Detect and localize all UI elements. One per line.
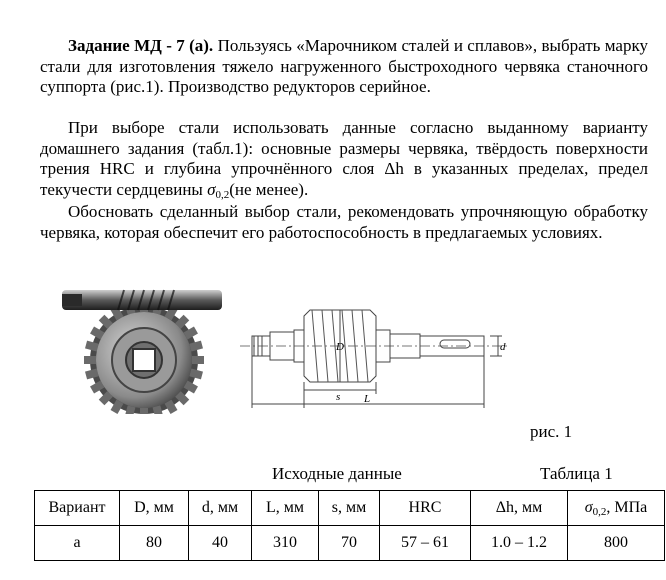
sigma-subscript: 0,2 xyxy=(215,188,230,201)
figure-caption: рис. 1 xyxy=(530,422,573,441)
cell-sigma: 800 xyxy=(568,526,665,561)
cell-variant: а xyxy=(35,526,120,561)
header-dh: Δh, мм xyxy=(471,491,568,526)
cell-D: 80 xyxy=(120,526,189,561)
task-text-1: Пользуясь «Марочником сталей и сплавов», выбрать марку стали для изготовления тяжело нагруженного быстроходного червяка станочного суппорта (рис.1). Производство редукторов серийное. xyxy=(40,36,648,96)
worm-gear-photo xyxy=(62,282,222,414)
header-sigma xyxy=(568,491,665,526)
cell-s: 70 xyxy=(319,526,380,561)
table-number: Таблица 1 xyxy=(540,464,613,483)
task-text-2-end: (не менее). xyxy=(229,179,309,199)
header-sigma-symbol: σ xyxy=(584,498,593,516)
worm-drawing xyxy=(240,296,510,412)
data-table xyxy=(34,490,665,561)
header-L: L, мм xyxy=(252,491,319,526)
dim-s-label: s xyxy=(336,391,341,403)
task-text-2: При выборе стали использовать данные согласно выданному варианту домашнего задания (табл.1): основные размеры червяка, твёрдость поверхности трения HRC и глубина упрочнённого слоя Δh в указанных пределах, предел текучести сердцевины xyxy=(40,118,648,199)
table-header-row xyxy=(35,491,665,526)
dim-d-label: d xyxy=(500,341,506,353)
task-paragraph-2 xyxy=(40,118,648,205)
cell-hrc: 57 – 61 xyxy=(380,526,471,561)
header-sigma-unit: , МПа xyxy=(606,498,648,516)
cell-dh: 1.0 – 1.2 xyxy=(471,526,568,561)
task-title: Задание МД - 7 (а). xyxy=(68,36,214,55)
task-paragraph-1 xyxy=(40,36,648,98)
cell-d: 40 xyxy=(189,526,252,561)
table-row xyxy=(35,526,665,561)
table-title: Исходные данные xyxy=(272,464,402,483)
task-paragraph-3 xyxy=(40,202,648,243)
sigma-symbol: σ xyxy=(207,179,216,199)
header-hrc: HRC xyxy=(380,491,471,526)
dim-L-label: L xyxy=(364,393,371,405)
task-text-3: Обосновать сделанный выбор стали, рекомендовать упрочняющую обработку червяка, которая обеспечит его работоспособность в предлагаемых условиях. xyxy=(40,202,648,242)
header-d: d, мм xyxy=(189,491,252,526)
header-variant: Вариант xyxy=(35,491,120,526)
header-s: s, мм xyxy=(319,491,380,526)
cell-L: 310 xyxy=(252,526,319,561)
header-D: D, мм xyxy=(120,491,189,526)
dim-D-label: D xyxy=(336,341,344,353)
header-sigma-sub: 0,2 xyxy=(592,505,607,518)
